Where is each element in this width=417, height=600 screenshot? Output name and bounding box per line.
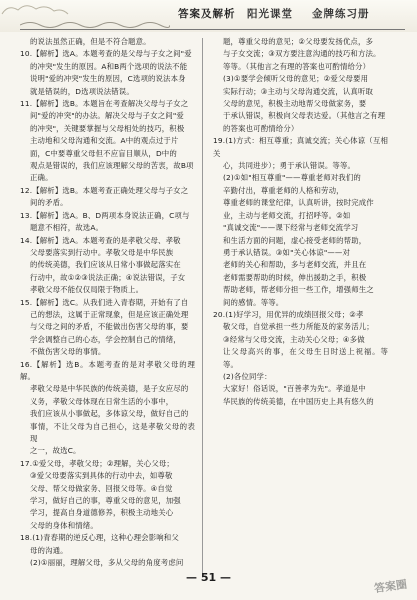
text-line: 的说法虽然正确，但是不符合题意。: [30, 37, 151, 46]
text-line: 父母、帮父母做家务、回报父母等。④自觉: [30, 483, 173, 493]
text-line: 学会调整自己的心态，学会控制自己的情绪，: [30, 334, 181, 344]
column-divider: [202, 38, 203, 573]
text-line: 16.【解析】选B。本题考查的是对孝敬父母的理解。: [20, 359, 195, 381]
text-line: 学习，提高自身道德修养，积极主动地关心: [30, 508, 174, 518]
text-line: 12.【解析】选B。本题考查正确处理父母与子女之: [20, 185, 189, 195]
text-line: 观点是错误的，我们应该理解父母的苦衷，故B项: [30, 161, 194, 171]
text-line: 之一，故选C。: [30, 446, 81, 456]
text-line: 与子女交流；③双方要注意沟通的技巧和方法。: [223, 49, 381, 59]
text-line: "真诚交流"——课下经常与老师交流学习: [223, 223, 359, 233]
text-line: 题，尊重父母的意见；②父母要发扬优点，多: [223, 37, 374, 46]
header-title: 答案及解析: [178, 8, 236, 20]
text-line: 15.【解析】选C。从我们进入青春期，开始有了自: [20, 297, 189, 307]
text-line: 13.【解析】选A。B、D两项本身说法正确，C项与: [20, 210, 190, 220]
text-line: 间的矛盾。: [30, 198, 68, 208]
text-line: ③爱父母要落实到具体的行动中去，如尊敬: [30, 471, 173, 481]
text-line: 的冲突"，关键要掌握与父母相处的技巧，积极: [30, 123, 185, 133]
text-line: 父母要落实到行动中。孝敬父母是中华民族: [30, 247, 174, 257]
text-line: 敬父母，自觉承担一些力所能及的家务活儿；: [223, 322, 374, 332]
text-line: 勇于承认错误。③如"关心体谅"——对: [223, 247, 350, 257]
text-line: 老师的关心和帮助，多与老师交流，并且在: [223, 260, 367, 270]
text-line: 与父母之间的矛盾，不能做出伤害父母的事，要: [30, 322, 189, 332]
watermark-logo: 答案圈: [373, 577, 408, 596]
text-line: 18.(1)青春期的逆反心理，这种心理会影响和父: [20, 533, 179, 543]
text-line: 事情，不让父母为自己担心，这是孝敬父母的表现: [30, 421, 195, 443]
text-line: 帮助老师，帮老师分担一些工作，增强师生之: [223, 285, 374, 295]
left-column: [20, 36, 195, 569]
text-line: (2)①如"相互尊重"——尊重老师对我们的: [223, 173, 361, 183]
text-line: 20.(1)好学习，用优异的成绩回报父母；②孝: [213, 309, 364, 319]
text-line: 和生活方面的问题，虚心接受老师的帮助，: [223, 235, 367, 245]
text-line: 的传统美德，我们应该从日常小事做起落实在: [30, 260, 181, 270]
text-line: (2)①丽丽，理解父母，多从父母的角度考虑问: [30, 558, 184, 568]
text-line: 孝敬父母是中华民族的传统美德，是子女应尽的: [30, 384, 189, 394]
cloud-decoration-icon: [0, 0, 70, 18]
text-line: 父母的身体和情绪。: [30, 520, 98, 530]
text-line: 间的感情。等等。: [223, 297, 284, 307]
text-line: 正确。: [30, 173, 53, 183]
text-line: 间"爱的冲突"的办法。解决父母与子女之间"爱: [30, 111, 184, 121]
text-line: 的冲突"发生的原因。A和B两个选项的说法不能: [30, 61, 188, 71]
page-header: [0, 0, 417, 32]
text-line: 面，C中要尊重父母但不应盲目顺从，D中的: [30, 148, 177, 158]
header-series: 阳光课堂: [247, 8, 293, 20]
text-line: 华民族的传统美德，在中国历史上具有悠久的: [223, 396, 374, 406]
text-line: 业，主动与老师交流，打招呼等。②如: [223, 210, 351, 220]
right-column: [213, 36, 388, 408]
text-line: 学习，做好自己的事，尊重父母的意见，加强: [30, 496, 181, 506]
text-line: 老师需要帮助的时候，伸出援助之手，积极: [223, 272, 367, 282]
text-line: (3)①要学会倾听父母的意见；②爱父母要用: [223, 74, 369, 84]
text-line: 就是错误的，D选项说法错误。: [30, 86, 134, 96]
text-line: 母的沟通。: [30, 545, 68, 555]
text-line: 实际行动；③主动与父母沟通交流，认真听取: [223, 86, 374, 96]
text-line: 11.【解析】选B。本题旨在考查解决父母与子女之: [20, 99, 189, 109]
text-line: 义务，孝敬父母体现在日常生活的小事中，: [30, 396, 174, 406]
text-line: 心，共同进步）；勇于承认错误。等等。: [223, 161, 356, 171]
text-line: 我们应该从小事做起，多体谅父母，做好自己的: [30, 409, 189, 419]
header-rule: [20, 29, 405, 30]
text-line: 父母的意见，积极主动地帮父母做家务，要: [223, 99, 367, 109]
text-line: 10.【解析】选A。本题考查的是父母与子女之间"爱: [20, 49, 192, 59]
text-line: 己的想法，这属于正常现象，但是应该正确处理: [30, 309, 189, 319]
text-line: 17.①爱父母，孝敬父母；②理解，关心父母；: [20, 458, 174, 468]
text-line: 题意不相符，故选A。: [30, 223, 104, 233]
text-line: 大家好！俗话说，"百善孝为先"。孝道是中: [223, 384, 366, 394]
page-number: — 51 —: [186, 571, 231, 584]
text-line: (2)各位同学：: [223, 371, 272, 381]
text-line: 让父母高兴的事，在父母生日时送上祝福。等等。: [223, 347, 388, 369]
text-line: 孝敬父母不能仅仅局限于物质上。: [30, 285, 144, 295]
text-line: 不做伤害父母的事情。: [30, 347, 106, 357]
text-line: 主动地和父母沟通和交流。A中的观点过于片: [30, 136, 179, 146]
text-line: 的答案也可酌情给分）: [223, 123, 299, 133]
text-line: ③经常与父母交流，主动关心父母；④多做: [223, 334, 365, 344]
text-line: 辛勤付出，尊重老师的人格和劳动，: [223, 185, 344, 195]
text-line: 14.【解析】选A。本题考查的是孝敬父母、孝敬: [20, 235, 181, 245]
text-line: 说明"爱的冲突"发生的原因，C选项的说法本身: [30, 74, 186, 84]
text-line: 于承认错误，积极向父母表达爱。（其他言之有理: [223, 111, 386, 121]
header-brand: 金牌练习册: [312, 8, 370, 20]
text-line: 行动中，故①②③说法正确；④说法错误，子女: [30, 272, 186, 282]
text-line: 19.(1)方式：相互尊重；真诚交流；关心体谅（互相关: [213, 136, 388, 158]
text-line: 等等。（其他言之有理的答案也可酌情给分）: [223, 61, 371, 71]
text-line: 尊重老师的课堂纪律，认真听讲，按时完成作: [223, 198, 374, 208]
